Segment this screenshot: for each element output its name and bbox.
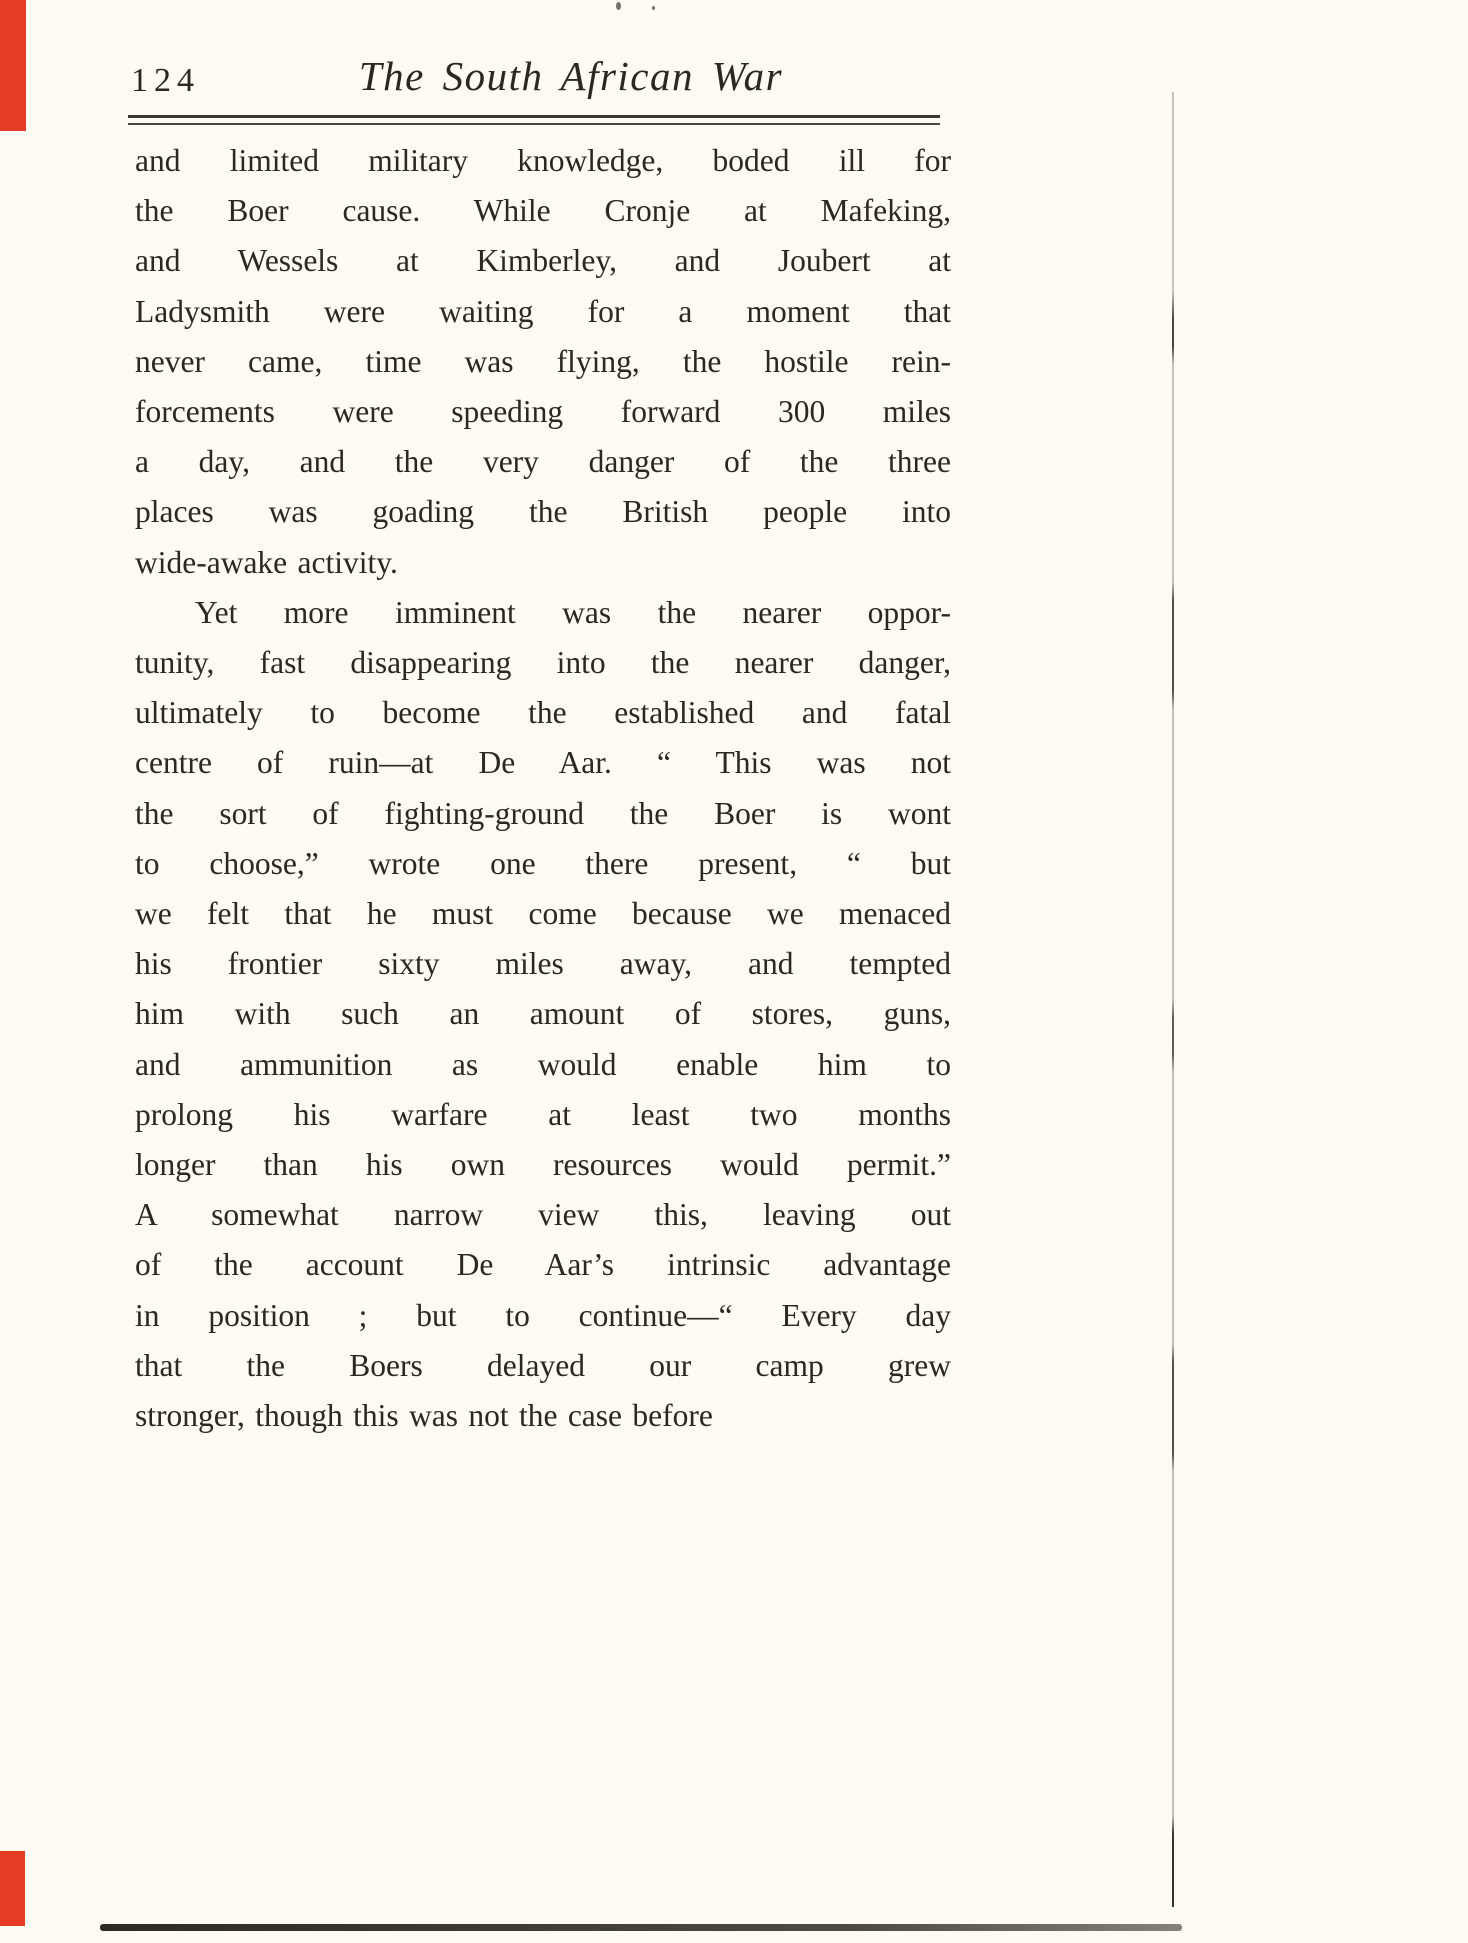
text-line: centre of ruin—at De Aar. “ This was not — [135, 745, 951, 781]
paragraph — [135, 588, 951, 1441]
text-line: his frontier sixty miles away, and tempted — [135, 946, 951, 982]
text-line: and ammunition as would enable him to — [135, 1046, 951, 1082]
text-line: him with such an amount of stores, guns, — [135, 996, 951, 1032]
page-header — [131, 52, 947, 104]
text-line: forcements were speeding forward 300 miles — [135, 394, 951, 430]
page-number: 124 — [131, 62, 200, 99]
header-rule-bottom — [128, 123, 940, 125]
text-line: prolong his warfare at least two months — [135, 1096, 951, 1132]
text-line: stronger, though this was not the case before — [135, 1398, 713, 1434]
text-block — [135, 136, 951, 1441]
text-line: tunity, fast disappearing into the nearer danger, — [135, 645, 951, 681]
text-line: in position ; but to continue—“ Every day — [135, 1297, 951, 1333]
text-line: the Boer cause. While Cronje at Mafeking, — [135, 193, 951, 229]
header-rule-top — [128, 115, 940, 118]
red-scan-mark-bottom — [0, 1851, 25, 1926]
text-line: Ladysmith were waiting for a moment that — [135, 293, 951, 329]
scan-speck — [616, 2, 621, 10]
text-line: and limited military knowledge, boded ill for — [135, 143, 951, 178]
text-line: of the account De Aar’s intrinsic advantage — [135, 1247, 951, 1283]
page-edge-line — [1172, 92, 1174, 1907]
text-line: places was goading the British people into — [135, 494, 951, 530]
scan-speck — [652, 6, 655, 10]
text-line: we felt that he must come because we menaced — [135, 896, 951, 932]
text-line: wide-awake activity. — [135, 544, 398, 580]
text-line: to choose,” wrote one there present, “ but — [135, 845, 951, 881]
text-line: never came, time was flying, the hostile rein- — [135, 343, 951, 379]
text-line: longer than his own resources would permit.” — [135, 1147, 951, 1183]
paragraph — [135, 136, 951, 588]
text-line: and Wessels at Kimberley, and Joubert at — [135, 243, 951, 279]
red-scan-mark-top — [0, 0, 26, 131]
text-line: ultimately to become the established and fatal — [135, 695, 951, 731]
header-rule — [128, 115, 940, 125]
text-line: the sort of fighting-ground the Boer is wont — [135, 795, 951, 831]
running-title: The South African War — [358, 53, 784, 99]
text-line: Yet more imminent was the nearer oppor- — [195, 594, 951, 630]
text-line: A somewhat narrow view this, leaving out — [135, 1197, 951, 1233]
text-line: that the Boers delayed our camp grew — [135, 1347, 951, 1383]
bottom-scan-line — [100, 1924, 1182, 1931]
text-line: a day, and the very danger of the three — [135, 444, 951, 480]
